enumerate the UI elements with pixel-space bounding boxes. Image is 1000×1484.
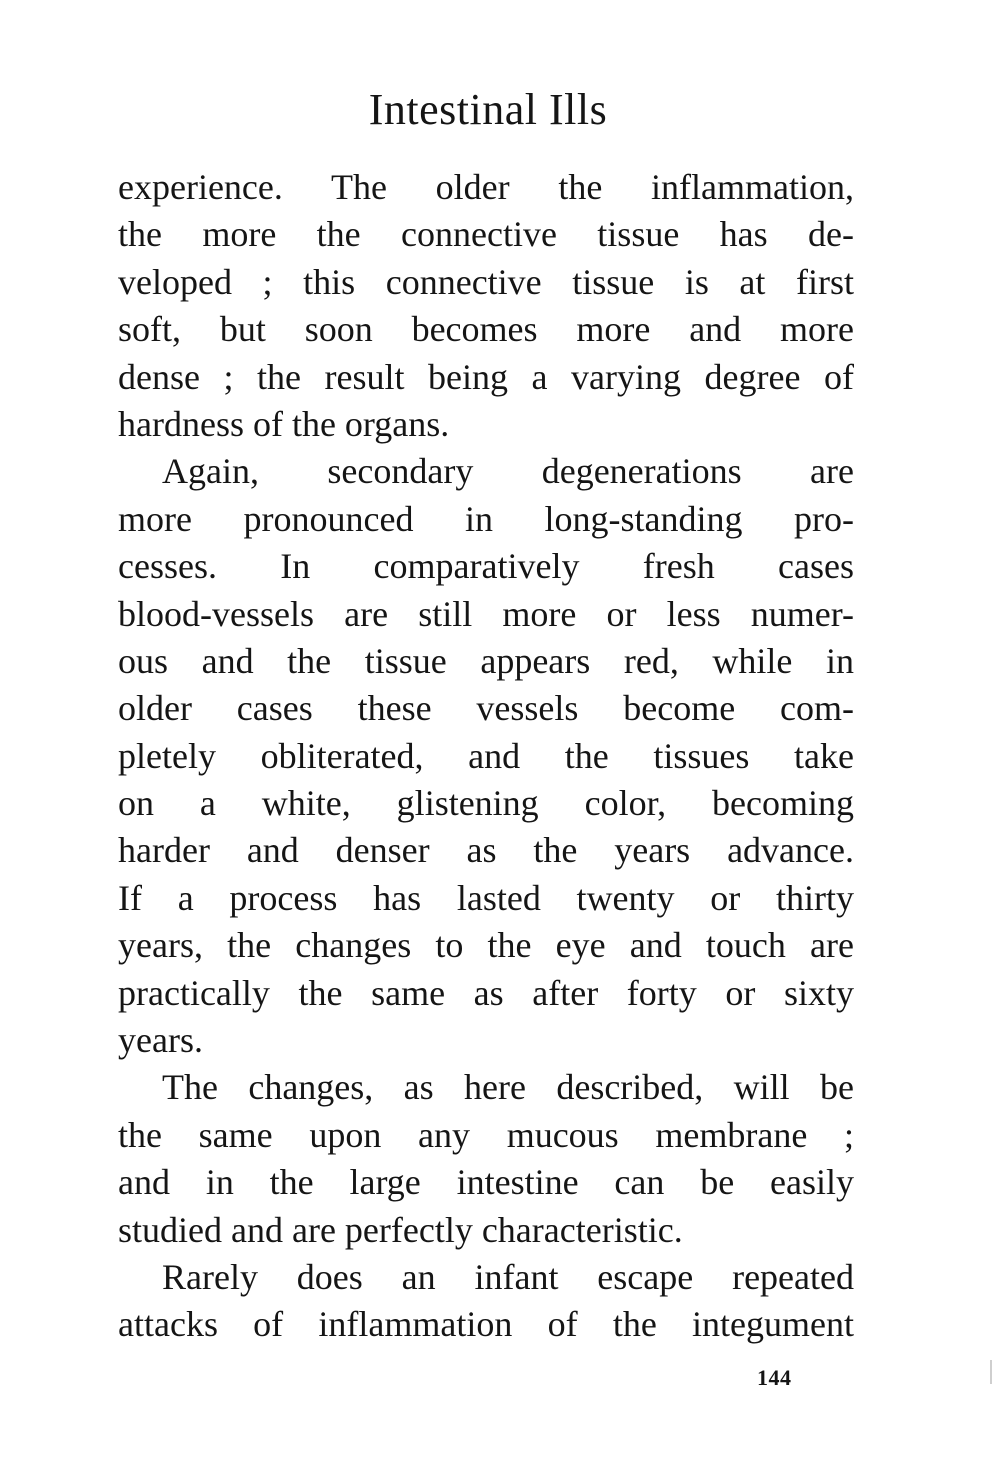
text-line: dense ; the result being a varying degree of xyxy=(118,356,854,397)
paragraph-2 xyxy=(118,448,854,1064)
text-line: older cases these vessels become com- xyxy=(118,688,854,729)
text-line: and in the large intestine can be easily xyxy=(118,1162,854,1203)
paragraph-1 xyxy=(118,164,854,448)
body-text xyxy=(118,164,854,1349)
text-line: attacks of inflammation of the integument xyxy=(118,1304,854,1345)
text-line: The changes, as here described, will be xyxy=(162,1067,854,1108)
paragraph-3 xyxy=(118,1064,854,1254)
text-line: Again, secondary degenerations are xyxy=(162,451,854,492)
text-line: on a white, glistening color, becoming xyxy=(118,783,854,824)
text-line: the same upon any mucous membrane ; xyxy=(118,1114,854,1155)
scan-edge-mark xyxy=(990,1360,992,1384)
text-line: blood-vessels are still more or less numer- xyxy=(118,593,854,634)
text-line: veloped ; this connective tissue is at first xyxy=(118,261,854,302)
text-line: years, the changes to the eye and touch are xyxy=(118,925,854,966)
text-line: the more the connective tissue has de- xyxy=(118,214,854,255)
running-title: Intestinal Ills xyxy=(368,85,608,134)
text-line: studied and are perfectly characteristic. xyxy=(118,1209,683,1250)
text-line: pletely obliterated, and the tissues take xyxy=(118,735,854,776)
text-line: If a process has lasted twenty or thirty xyxy=(118,877,854,918)
text-line: ous and the tissue appears red, while in xyxy=(118,640,854,681)
text-line: more pronounced in long-standing pro- xyxy=(118,498,854,539)
page-number: 144 xyxy=(757,1365,792,1390)
text-line: soft, but soon becomes more and more xyxy=(118,309,854,350)
text-line: experience. The older the inflammation, xyxy=(118,167,854,207)
text-line: cesses. In comparatively fresh cases xyxy=(118,546,854,587)
text-line: Rarely does an infant escape repeated xyxy=(162,1256,854,1297)
text-line: practically the same as after forty or sixty xyxy=(118,972,854,1013)
paragraph-4 xyxy=(118,1254,854,1349)
text-line: hardness of the organs. xyxy=(118,403,450,444)
text-line: years. xyxy=(118,1020,203,1061)
text-line: harder and denser as the years advance. xyxy=(118,830,854,871)
